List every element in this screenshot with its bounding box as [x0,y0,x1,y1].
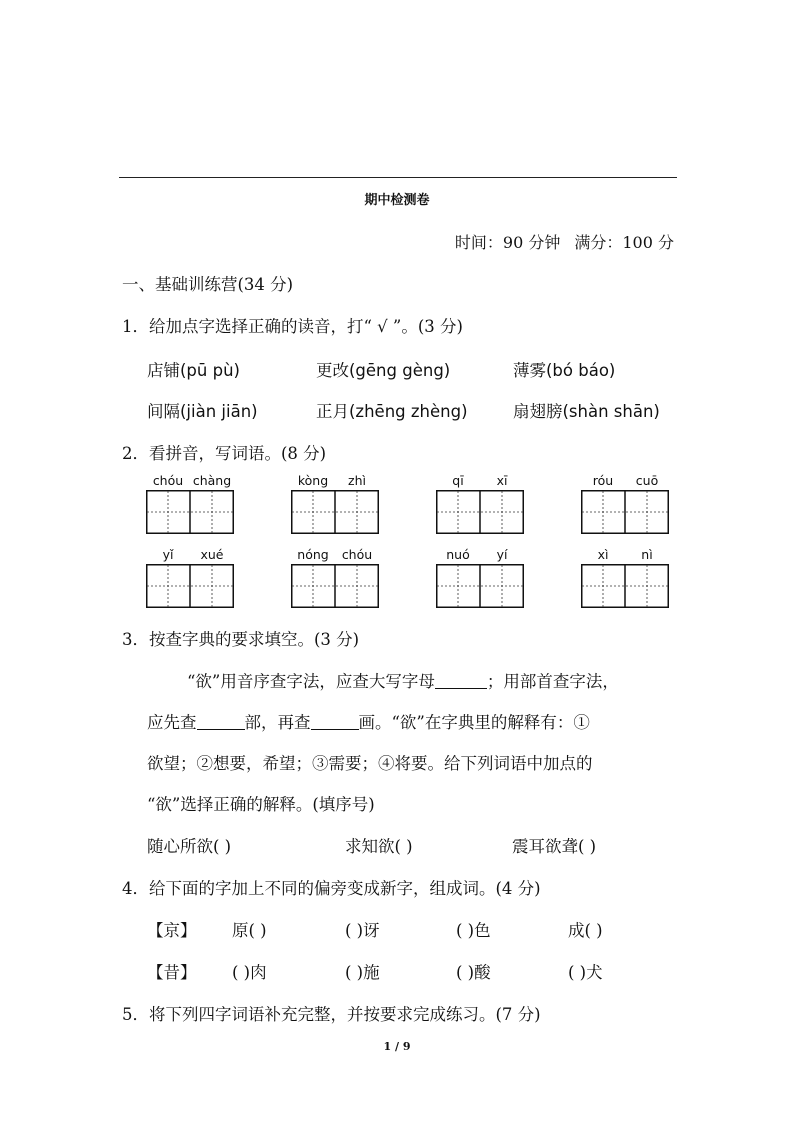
q3-text-line: 应先查 部，再查 画。“欲”在字典里的解释有：① [147,713,590,732]
q4-blank-item[interactable]: ( )酸 [456,963,491,982]
pinyin-writing-group [436,473,556,543]
pinyin-label: cuō [635,473,659,488]
q4-blank-item[interactable]: 成( ) [568,921,603,940]
q1-item: 薄雾(bó báo) [513,361,616,380]
q4-blank-item[interactable]: ( )犬 [568,963,603,982]
pinyin-label: xī [496,473,508,488]
pinyin-writing-group [291,473,411,543]
question-2-prompt: 2．看拼音，写词语。(8 分) [122,444,327,463]
page-number: 1 / 9 [383,1040,411,1053]
answer-blank[interactable] [197,713,245,731]
pinyin-writing-group [146,473,266,543]
q4-blank-item[interactable]: ( )色 [456,921,491,940]
writing-grid[interactable] [146,564,234,608]
header-rule [119,177,677,178]
pinyin-label: kòng [297,473,329,488]
q4-root-char: 【京】 [147,921,197,940]
q4-blank-item[interactable]: ( )讶 [345,921,380,940]
answer-blank[interactable] [311,713,359,731]
writing-grid[interactable] [581,564,669,608]
question-4-prompt: 4．给下面的字加上不同的偏旁变成新字，组成词。(4 分) [122,879,541,898]
writing-grid[interactable] [146,490,234,534]
pinyin-label: róu [592,473,614,488]
writing-grid[interactable] [436,490,524,534]
section-heading: 一、基础训练营(34 分) [122,275,294,294]
writing-grid[interactable] [436,564,524,608]
pinyin-label: nóng [297,547,329,562]
pinyin-writing-group [291,547,411,617]
pinyin-label: xì [597,547,609,562]
pinyin-writing-group [581,473,701,543]
pinyin-writing-group [581,547,701,617]
pinyin-label: qī [452,473,464,488]
pinyin-label: nì [641,547,653,562]
pinyin-label: chóu [341,547,373,562]
writing-grid[interactable] [291,564,379,608]
q1-item: 扇翅膀(shàn shān) [513,402,660,421]
writing-grid[interactable] [581,490,669,534]
q4-blank-item[interactable]: 原( ) [232,921,267,940]
q1-item: 间隔(jiàn jiān) [147,402,258,421]
question-5-prompt: 5．将下列四字词语补充完整，并按要求完成练习。(7 分) [122,1005,541,1024]
page-title: 期中检测卷 [364,193,430,208]
pinyin-label: zhì [348,473,366,488]
pinyin-label: chóu [152,473,184,488]
q3-answer-item[interactable]: 随心所欲( ) [147,837,232,856]
exam-meta [455,230,674,253]
q3-text-line: “欲”用音序查字法，应查大写字母 ；用部首查字法， [187,672,619,691]
pinyin-label: chàng [192,473,232,488]
q1-item: 店铺(pū pù) [147,361,240,380]
question-1-prompt: 1．给加点字选择正确的读音，打“ √ ”。(3 分) [122,317,463,336]
q3-text-line: “欲”选择正确的解释。(填序号) [147,795,375,814]
writing-grid[interactable] [291,490,379,534]
pinyin-label: xué [200,547,224,562]
pinyin-writing-group [146,547,266,617]
q1-item: 正月(zhēng zhèng) [316,402,468,421]
q4-blank-item[interactable]: ( )肉 [232,963,267,982]
q1-item: 更改(gēng gèng) [316,361,451,380]
answer-blank[interactable] [435,672,487,690]
q4-blank-item[interactable]: ( )施 [345,963,380,982]
full-score: 满分：100 分 [574,233,674,252]
question-3-prompt: 3．按查字典的要求填空。(3 分) [122,630,360,649]
q4-root-char: 【昔】 [147,963,197,982]
q3-answer-item[interactable]: 震耳欲聋( ) [512,837,597,856]
pinyin-label: yǐ [162,547,174,562]
time-limit: 时间：90 分钟 [454,233,561,252]
pinyin-label: nuó [446,547,470,562]
pinyin-label: yí [496,547,508,562]
q3-answer-item[interactable]: 求知欲( ) [345,837,413,856]
pinyin-writing-group [436,547,556,617]
q3-text-line: 欲望；②想要，希望；③需要；④将要。给下列词语中加点的 [147,754,593,773]
